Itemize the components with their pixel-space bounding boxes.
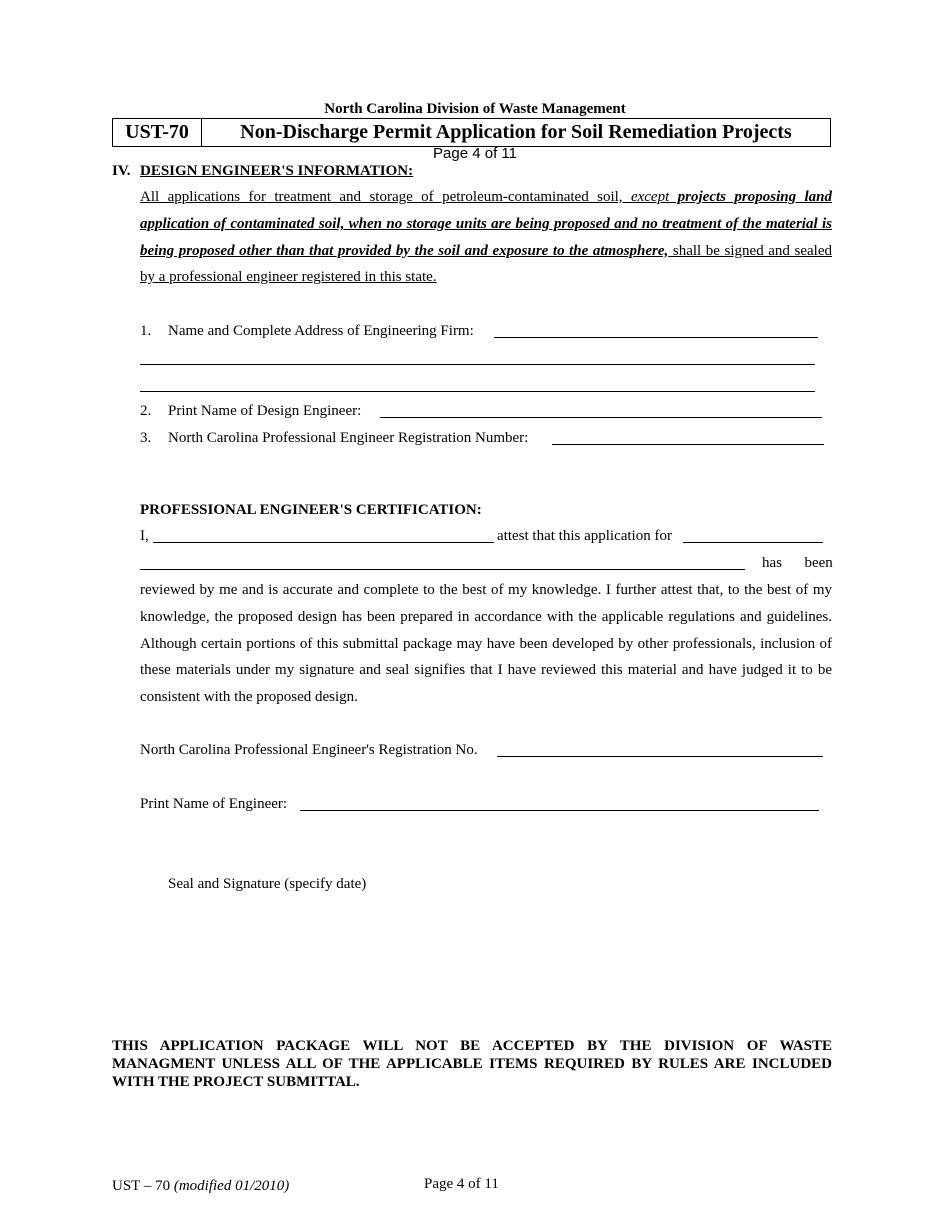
cert-print-name-input[interactable]: [300, 810, 819, 811]
footer-page: Page 4 of 11: [424, 1176, 499, 1192]
page-indicator: Page 4 of 11: [433, 145, 517, 162]
footer-form-ref: [112, 1178, 289, 1195]
certification-heading: PROFESSIONAL ENGINEER'S CERTIFICATION:: [140, 502, 482, 518]
item3-number: 3.: [140, 430, 152, 446]
item1-number: 1.: [140, 323, 152, 339]
warning-notice: THIS APPLICATION PACKAGE WILL NOT BE ACCEPTED BY THE DIVISION OF WASTE MANAGMENT UNLESS ALL OF THE APPLICABLE ITEMS REQUIRED BY RULES ARE INCLUDED WITH THE PROJECT SUBMITTAL.: [112, 1038, 832, 1090]
certification-body: reviewed by me and is accurate and complete to the best of my knowledge. I further attest that, to the best of my knowledge, the proposed design has been prepared in accordance with the applicable regulations and guidelines. Although certain portions of this submittal package may have been developed by other professionals, inclusion of these materials under my signature and seal signifies that I have reviewed this material and have judged it to be consistent with the proposed design.: [140, 582, 832, 706]
form-code: UST-70: [113, 119, 202, 146]
intro-bold: projects proposing land application of contaminated soil, when no storage units are being proposed and no treatment of the material is being proposed other than that provided by the soil and exposure to the atmosphere,: [140, 189, 832, 259]
cert-print-name-label: Print Name of Engineer:: [140, 796, 288, 812]
cert-attest-label: attest that this application for: [497, 528, 672, 544]
form-title-box: [112, 118, 831, 147]
item2-number: 2.: [140, 403, 152, 419]
section-number: IV.: [112, 163, 131, 179]
agency-name: North Carolina Division of Waste Management: [324, 101, 626, 117]
project-name-input-2[interactable]: [140, 569, 745, 570]
design-engineer-name-input[interactable]: [380, 417, 822, 418]
seal-signature-label: Seal and Signature (specify date): [168, 876, 367, 892]
intro-except: except: [630, 189, 670, 205]
cert-registration-label: North Carolina Professional Engineer's Registration No.: [140, 742, 478, 758]
section-intro: [140, 184, 832, 291]
registration-number-input[interactable]: [552, 444, 824, 445]
firm-address-input-3[interactable]: [140, 391, 815, 392]
footer-modified: (modified 01/2010): [173, 1178, 290, 1194]
firm-address-input-1[interactable]: [494, 337, 818, 338]
item3-label: North Carolina Professional Engineer Registration Number:: [168, 430, 529, 446]
item1-row: [140, 323, 151, 340]
cert-registration-input[interactable]: [497, 756, 823, 757]
intro-part1: All applications for treatment and storage of petroleum-contaminated soil,: [140, 189, 631, 205]
project-name-input-1[interactable]: [683, 542, 823, 543]
intro-part2: shall be signed and sealed by a professional engineer registered in this state.: [140, 242, 832, 286]
firm-address-input-2[interactable]: [140, 364, 815, 365]
form-title: Non-Discharge Permit Application for Soil Remediation Projects: [240, 121, 792, 143]
item2-label: Print Name of Design Engineer:: [168, 403, 362, 419]
cert-has-been: has been: [762, 555, 833, 571]
footer-form-code: UST – 70: [112, 1178, 174, 1194]
engineer-name-attest-input[interactable]: [153, 542, 494, 543]
section-title: DESIGN ENGINEER'S INFORMATION:: [140, 163, 414, 179]
cert-i-label: I,: [140, 528, 149, 544]
item1-label: Name and Complete Address of Engineering Firm:: [168, 323, 474, 339]
